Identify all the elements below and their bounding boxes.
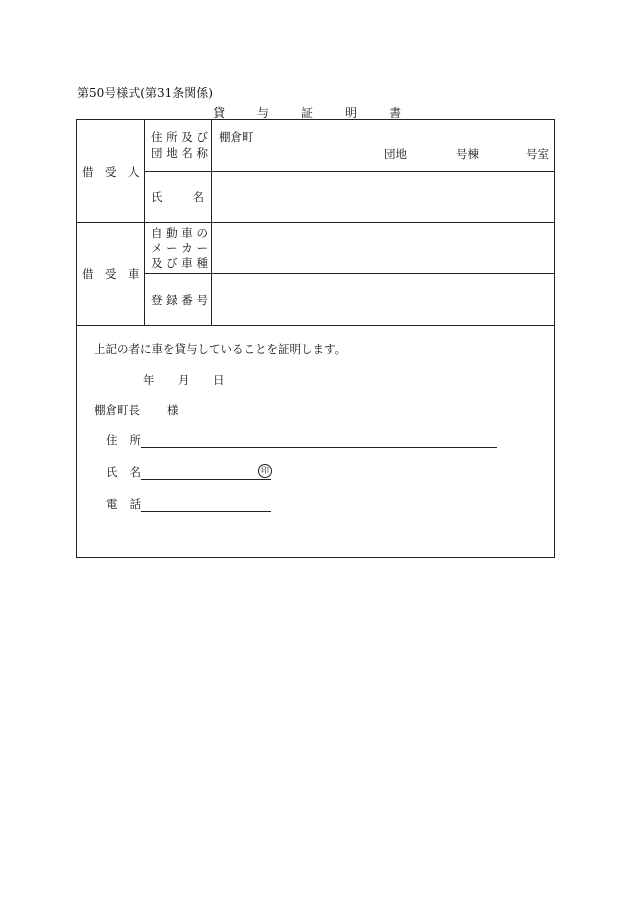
vehicle-section-label: 借 受 車 <box>82 267 140 281</box>
day-label: 日 <box>213 373 225 387</box>
maker-label-line3: 及 び 車 種 <box>151 256 208 270</box>
section-divider <box>76 325 555 326</box>
building-label: 号棟 <box>456 147 479 161</box>
address-prefix: 棚倉町 <box>219 130 254 144</box>
month-label: 月 <box>178 373 190 387</box>
seal-mark: 印 <box>258 464 272 478</box>
maker-label-line2: メ ー カ ー <box>151 241 208 255</box>
address-underline <box>141 447 497 448</box>
name-char: 名 <box>192 190 204 204</box>
form-frame <box>76 119 555 558</box>
name-char: 氏 <box>106 465 118 479</box>
maker-label-line1: 自 動 車 の <box>151 226 208 240</box>
registration-number-label: 登 録 番 号 <box>151 293 208 307</box>
title-char: 明 <box>345 106 358 120</box>
borrower-name-label <box>151 189 204 205</box>
address-label-line1: 住 所 及 び <box>151 130 208 144</box>
section-divider <box>76 222 555 223</box>
title-char: 証 <box>301 106 314 120</box>
row-divider <box>144 171 555 172</box>
year-label: 年 <box>143 373 155 387</box>
certifier-address-label <box>106 432 141 448</box>
addressee-honorific: 様 <box>167 403 179 417</box>
addressee-name: 棚倉町長 <box>94 403 140 417</box>
title-char: 貸 <box>213 106 226 120</box>
danchi-label: 団地 <box>384 147 407 161</box>
phone-char: 電 <box>106 497 118 511</box>
room-label: 号室 <box>526 147 549 161</box>
address-char: 住 <box>106 433 118 447</box>
column-divider <box>144 119 145 325</box>
phone-underline <box>141 511 271 512</box>
title-char: 与 <box>257 106 270 120</box>
name-underline <box>141 479 271 480</box>
name-char: 名 <box>129 465 141 479</box>
borrower-section-label: 借 受 人 <box>82 165 140 179</box>
row-divider <box>144 273 555 274</box>
name-char: 氏 <box>151 190 163 204</box>
certifier-name-label <box>106 464 141 480</box>
address-char: 所 <box>129 433 141 447</box>
form-number: 第50号様式(第31条関係) <box>77 86 213 100</box>
certifier-phone-label <box>106 496 141 512</box>
address-label-line2: 団 地 名 称 <box>151 146 208 160</box>
title-char: 書 <box>389 106 402 120</box>
phone-char: 話 <box>129 497 141 511</box>
column-divider <box>211 119 212 325</box>
certification-statement: 上記の者に車を貸与していることを証明します。 <box>94 342 347 356</box>
